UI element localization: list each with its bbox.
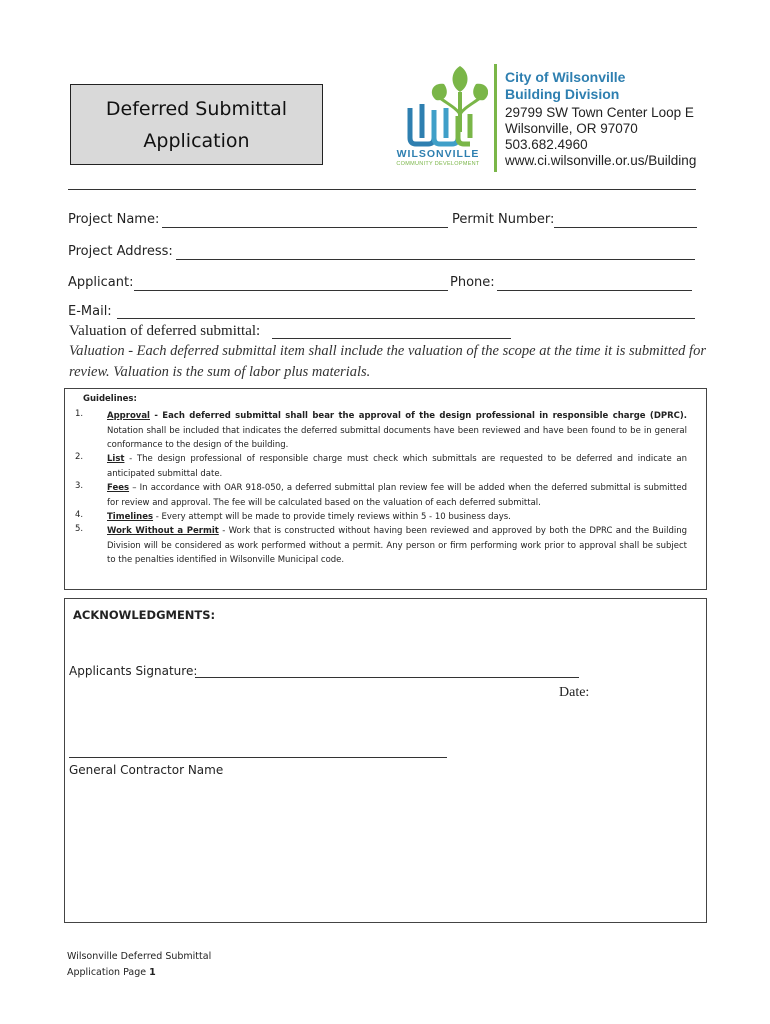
guideline-text: - Every attempt will be made to provide timely reviews within 5 - 10 business days.: [153, 512, 511, 522]
footer-line-2: [67, 965, 211, 981]
guideline-heading: Timelines: [107, 512, 154, 522]
signature-label: Applicants Signature:: [69, 664, 198, 678]
logo-name: WILSONVILLE: [396, 148, 480, 160]
project-name-field[interactable]: [162, 227, 448, 228]
project-address-label: Project Address:: [68, 244, 173, 259]
email-field[interactable]: [117, 318, 695, 319]
page-footer: [67, 949, 211, 981]
form-title-line-1: Deferred Submittal: [105, 97, 288, 120]
guideline-number: 1.: [75, 409, 84, 419]
footer-line-1: Wilsonville Deferred Submittal: [67, 951, 212, 962]
guideline-text: - Work that is constructed without having been reviewed and approved by both the DPRC and the Building Division will be considered as work performed without a permit. Any person or firm performing work prior to approval shall be subject to the penalties identified in Wilsonville Municipal code.: [107, 526, 688, 565]
footer-page-text: Application Page: [67, 967, 150, 978]
project-address-field[interactable]: [176, 259, 695, 260]
guideline-heading: List: [107, 454, 125, 464]
logo-subtitle: COMMUNITY DEVELOPMENT: [396, 161, 480, 167]
guideline-heading: Fees: [107, 483, 130, 493]
wilsonville-logo: [388, 62, 488, 174]
address-line-1: 29799 SW Town Center Loop E: [505, 105, 694, 120]
general-contractor-label: General Contractor Name: [69, 763, 224, 777]
phone-field[interactable]: [497, 290, 692, 291]
date-label: Date:: [559, 685, 590, 700]
guidelines-title: Guidelines:: [83, 394, 137, 404]
guideline-number: 5.: [75, 524, 84, 534]
guideline-number: 3.: [75, 481, 84, 491]
guidelines-box: [64, 388, 707, 590]
guideline-text: Notation shall be included that indicates the deferred submittal documents have been reviewed and have been found to be in general conformance to the design of the building.: [107, 425, 687, 450]
valuation-note: Valuation - Each deferred submittal item shall include the valuation of the scope at the time it is submitted for review. Valuation is the sum of labor plus materials.: [69, 343, 706, 380]
city-title: City of Wilsonville: [505, 69, 626, 85]
signature-field[interactable]: [195, 677, 579, 678]
guideline-number: 2.: [75, 452, 84, 462]
email-label: E-Mail:: [68, 304, 112, 319]
guideline-bold-text: - Each deferred submittal shall bear the approval of the design professional in responsible charge (DPRC).: [149, 411, 687, 421]
division-title: Building Division: [505, 86, 620, 102]
general-contractor-field[interactable]: [69, 757, 447, 758]
address-line-2: Wilsonville, OR 97070: [505, 121, 638, 136]
applicant-field[interactable]: [134, 290, 448, 291]
phone-label: Phone:: [450, 275, 495, 290]
applicant-label: Applicant:: [68, 275, 134, 290]
guideline-text: - The design professional of responsible charge must check which submittals are requested to be deferred and indicate an anticipated submittal date.: [107, 454, 687, 479]
form-title-box: [70, 84, 323, 165]
header-rule: [68, 189, 696, 190]
website-link[interactable]: www.ci.wilsonville.or.us/Building: [505, 153, 697, 168]
guideline-heading: Approval: [107, 411, 150, 421]
guideline-text: – In accordance with OAR 918-050, a deferred submittal plan review fee will be added when the deferred submittal is submitted for review and approval. The fee will be calculated based on the valuation of each deferred submittal.: [107, 483, 687, 508]
permit-number-field[interactable]: [554, 227, 697, 228]
header-divider: [494, 64, 497, 172]
project-name-label: Project Name:: [68, 212, 160, 227]
city-info: [505, 69, 696, 169]
footer-page-number: 1: [149, 967, 156, 978]
guideline-number: 4.: [75, 510, 84, 520]
valuation-label: Valuation of deferred submittal:: [69, 323, 261, 339]
wilsonville-logo-icon: [388, 62, 488, 148]
valuation-field[interactable]: [272, 338, 511, 339]
acknowledgments-title: ACKNOWLEDGMENTS:: [73, 608, 216, 622]
guideline-heading: Work Without a Permit: [107, 526, 219, 536]
permit-number-label: Permit Number:: [452, 212, 555, 227]
form-title-line-2: Application: [143, 129, 250, 152]
acknowledgments-box: [64, 598, 707, 923]
phone-number: 503.682.4960: [505, 137, 588, 152]
